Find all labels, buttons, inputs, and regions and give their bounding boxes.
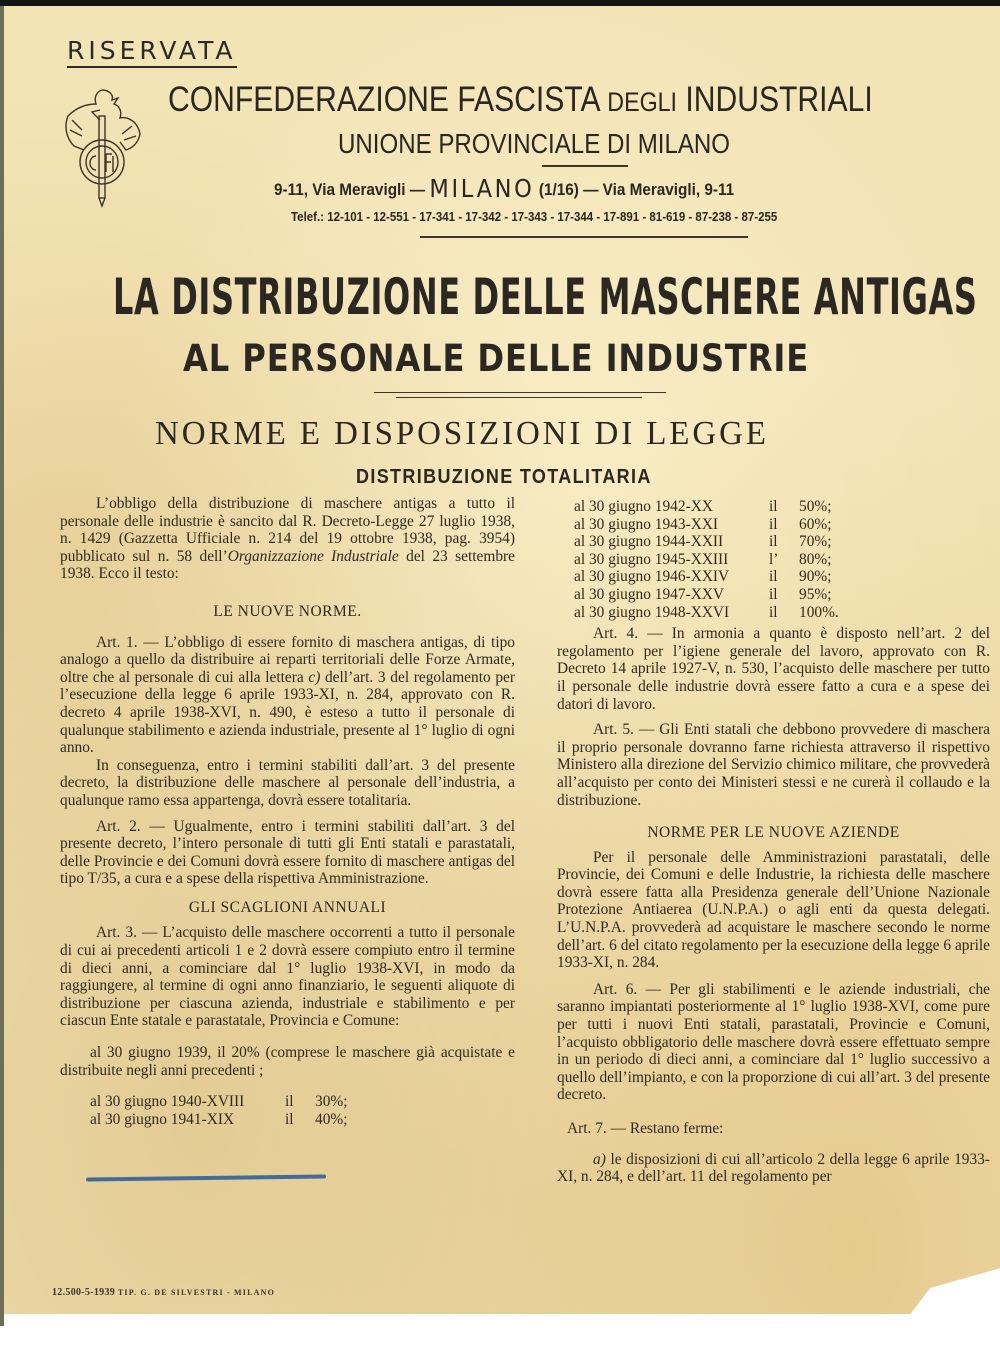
new-companies-paragraph: Per il personale delle Amministrazioni parastatali, delle Provincie, dei Comuni e delle Industrie, la richiesta delle maschere dovrà essere fatta alla Presidenza generale dell’Unione Nazionale Protezione Antiaerea (U.N.P.A.) o agli enti da questa delegati. L’U.N.P.A. provvederà ad acquistare le maschere secondo le norme dell’art. 6 del citato regolamento per la esecuzione della legge 6 aprile 1933-XI, n. 284. [557,848,990,972]
intro-text: L’obbligo della distribuzione di maschere antigas a tutto il personale delle industrie è sancito dal R. Decreto-Legge 27 luglio 1938, n. 1429 (Gazzetta Ufficiale n. 214 del 19 ottobre 1938, pag. 3954) pubblicato sul n. 58 dell’ [60,495,515,565]
organization-name [168,80,873,120]
article-1-text: Art. 1. — L’obbligo di essere fornito di maschera antigas, di tipo analogo a quello da distribuire ai reparti territoriali delle Forze Armate, oltre che al personale di cui alla lettera [60,633,515,686]
organization-name-connector: DEGLI [607,87,677,117]
schedule-date: al 30 giugno 1947-XXV [574,585,725,603]
schedule-row [557,516,990,534]
schedule-date: al 30 giugno 1948-XXVI [574,603,730,621]
schedule-row [60,1111,515,1129]
article-7-a-text: le disposizioni di cui all’articolo 2 della legge 6 aprile 1933-XI, n. 284, e dell’art. 11 del regolamento per [557,1150,990,1186]
schedule-row [60,1093,515,1111]
schedule-date: al 30 giugno 1942-XX [574,498,713,515]
address-left: 9-11, Via Meravigli — [274,180,426,199]
schedule-percent: 90%; [799,568,832,586]
phone-numbers: Telef.: 12-101 - 12-551 - 17-341 - 17-342 - 17-343 - 17-344 - 17-891 - 81-619 - 87-238 - 87-255 [291,210,778,224]
divider [396,397,642,398]
left-column [60,495,515,1128]
organization-name-end: INDUSTRIALI [685,80,873,119]
schedule-percent: 60%; [799,515,832,533]
schedule-row [557,568,990,586]
headline-main: LA DISTRIBUZIONE DELLE MASCHERE ANTIGAS [113,268,978,326]
eagle-fasces-emblem-icon [62,86,142,208]
article-1-text-end: dell’art. 3 del regolamento per l’esecuzione della legge 6 aprile 1933-XI, n. 284, approvato con R. decreto 4 aprile 1938-XVI, n. 490, è esteso a tutto il personale di qualunque stabilimento e azienda industriale, presente al 1° luglio di ogni anno. [60,668,515,757]
schedule-percent: 30%; [315,1093,348,1111]
schedule-article: il [769,533,778,551]
stamp-riservata: RISERVATA [67,38,237,68]
article-3: Art. 3. — L’acquisto delle maschere occorrenti a tutto il personale di cui ai precedenti articoli 1 e 2 dovrà essere compiuto entro il termine di dieci anni, a cominciare dal 1° luglio 1938-XVI, in modo da raggiungere, al termine di ogni anno finanziario, le seguenti aliquote di distribuzione per ciascuna azienda, industriale e stabilimento e per ciascun Ente statale e parastatale, Provincia e Comune: [60,924,515,1030]
schedule-date: al 30 giugno 1940-XVIII [90,1093,245,1111]
schedule-row [557,551,990,569]
heading-annual-quotas: GLI SCAGLIONI ANNUALI [188,898,387,916]
schedule-date: al 30 giugno 1943-XXI [574,515,719,533]
schedule-row [557,586,990,604]
schedule-article: il [769,498,778,515]
heading-new-rules: LE NUOVE NORME. [213,602,362,620]
headline-secondary: AL PERSONALE DELLE INDUSTRIE [183,337,810,380]
article-1-continuation: In conseguenza, entro i termini stabiliti dall’art. 3 del presente decreto, la distribuzione delle maschere al personale dell’industria, a qualunque ramo essa appartenga, dovrà essere totalitaria. [60,756,515,809]
intro-text-end: del 23 settembre 1938. Ecco il testo: [60,547,515,583]
schedule-article: il [769,603,778,621]
heading-new-companies: NORME PER LE NUOVE AZIENDE [647,824,900,842]
section-subtitle: DISTRIBUZIONE TOTALITARIA [356,466,652,488]
address-right: (1/16) — Via Meravigli, 9-11 [538,180,735,199]
address-city: MILANO [429,174,535,203]
schedule-row [557,498,990,516]
section-title: NORME E DISPOSIZIONI DI LEGGE [155,415,769,452]
schedule-article: il [285,1110,294,1128]
address-line [274,174,734,203]
union-name: UNIONE PROVINCIALE DI MILANO [338,128,731,159]
organization-name-main: CONFEDERAZIONE FASCISTA [168,80,599,119]
schedule-percent: 70%; [799,533,832,551]
schedule-article: il [769,568,778,586]
schedule-percent: 80%; [799,550,832,568]
divider [542,165,628,167]
schedule-date: al 30 giugno 1945-XXIII [574,550,729,568]
printer-imprint [52,1287,275,1298]
schedule-date: al 30 giugno 1946-XXIV [574,568,730,586]
divider [420,236,748,238]
article-5: Art. 5. — Gli Enti statali che debbono provvedere di maschera il proprio personale dovranno farne richiesta attraverso il rispettivo Ministero alla direzione del Servizio chimico militare, che provvederà all’acquisto per conto dei Ministeri stessi e ne curerà il collaudo e la distribuzione. [557,721,990,809]
article-6: Art. 6. — Per gli stabilimenti e le aziende industriali, che saranno impiantati posteriormente al 1° luglio 1938-XVI, come pure per tutti i nuovi Enti statali, parastatali, Provincie e Comuni, l’acquisto obbligatorio delle maschere dovrà essere effettuato sempre in un periodo di dieci anni, a cominciare dal 1° luglio successivo a quello dell’impianto, e con la proporzione di cui all’art. 3 del presente decreto. [557,980,990,1104]
article-1 [60,634,515,757]
schedule-percent: 95%; [799,585,832,603]
divider [374,392,666,393]
article-4: Art. 4. — In armonia a quanto è disposto nell’art. 2 del regolamento per l’igiene generale del lavoro, approvato con R. Decreto 14 aprile 1927-V, n. 530, l’acquisto delle maschere per tutto il personale delle industrie dovrà essere fatto a cura e a spese dei datori di lavoro. [557,625,990,713]
first-quota-1939: al 30 giugno 1939, il 20% (comprese le maschere già acquistate e distribuite negli anni precedenti ; [60,1044,515,1079]
right-column [557,498,990,1186]
intro-paragraph [60,495,515,583]
scan-left-border [0,6,4,1326]
schedule-article: l’ [769,550,779,568]
article-1-letter: c) [308,668,321,686]
schedule-row [557,533,990,551]
print-run: 12.500-5-1939 [52,1287,116,1298]
scan-top-border [0,0,1000,6]
schedule-date: al 30 giugno 1944-XXII [574,533,724,551]
article-7-letter: a) [593,1150,606,1168]
schedule-article: il [769,585,778,603]
schedule-percent: 100%. [799,603,839,621]
printer-name: TIP. G. DE SILVESTRI - MILANO [117,1288,276,1297]
article-7-a [557,1151,990,1186]
intro-publication-title: Organizzazione Industriale [227,547,399,565]
article-7: Art. 7. — Restano ferme: [567,1120,724,1137]
schedule-date: al 30 giugno 1941-XIX [90,1110,235,1128]
schedule-row [557,604,990,622]
schedule-article: il [769,515,778,533]
article-2: Art. 2. — Ugualmente, entro i termini stabiliti dall’art. 3 del presente decreto, l’intero personale di tutti gli Enti statali e parastatali, delle Provincie e dei Comuni dovrà essere fornito di maschere antigas del tipo T/35, a cura e a spese della rispettiva Amministrazione. [60,817,515,888]
schedule-article: il [285,1093,294,1111]
schedule-percent: 40%; [315,1110,348,1128]
schedule-percent: 50%; [799,498,832,515]
